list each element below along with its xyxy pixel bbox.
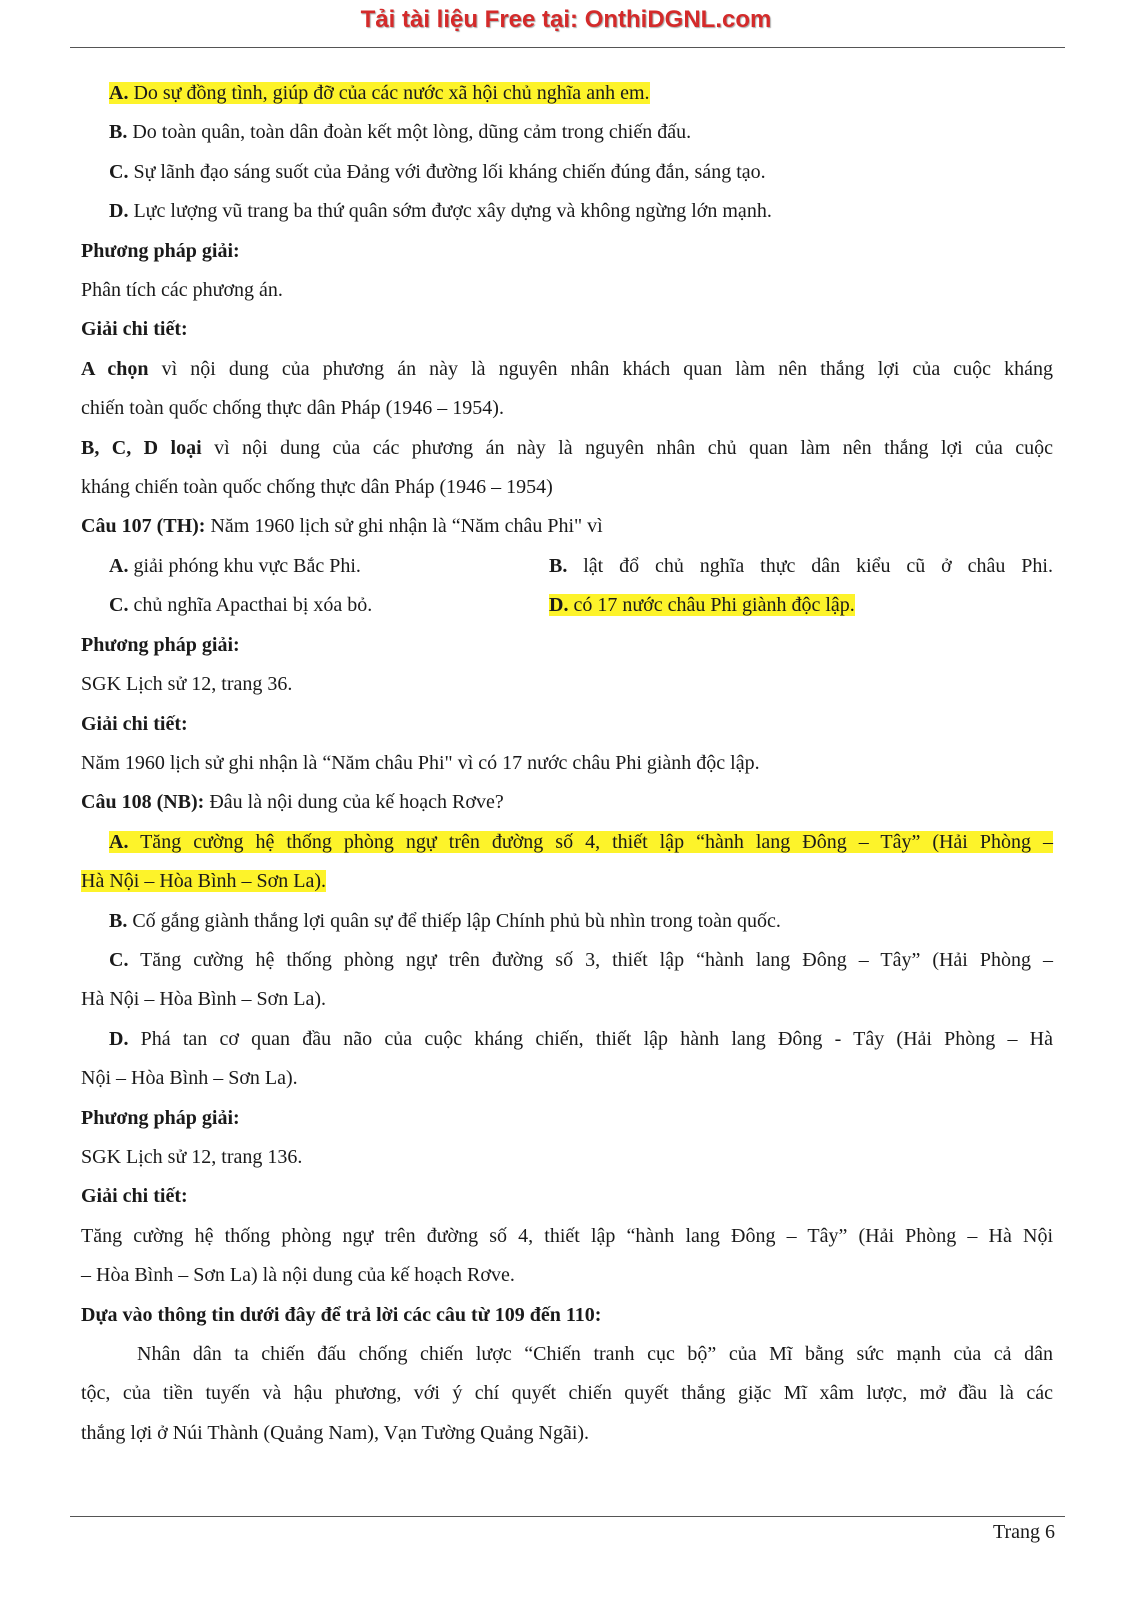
- q108-detail-line1: Tăng cường hệ thống phòng ngự trên đường số 4, thiết lập “hành lang Đông – Tây” (Hải Phòng – Hà Nội: [81, 1224, 1053, 1247]
- q108-option-a-line1: [81, 823, 1053, 862]
- q108-option-a-line2: [81, 862, 1053, 901]
- q106-detail-a-line1: A chọn vì nội dung của phương án này là nguyên nhân khách quan làm nên thắng lợi của cuộc kháng: [81, 357, 1053, 380]
- q106-option-a: [81, 74, 1053, 113]
- q107-detail-text: Năm 1960 lịch sử ghi nhận là “Năm châu Phi" vì có 17 nước châu Phi giành độc lập.: [81, 751, 760, 774]
- q106-detail-bcd-line2: kháng chiến toàn quốc chống thực dân Pháp (1946 – 1954): [81, 476, 553, 499]
- q108-option-b: B. Cố gắng giành thắng lợi quân sự để thiếp lập Chính phủ bù nhìn trong toàn quốc.: [109, 909, 781, 932]
- q107-options-row1: [81, 547, 1053, 586]
- highlighted-answer: A. Do sự đồng tình, giúp đỡ của các nước xã hội chủ nghĩa anh em.: [109, 82, 650, 104]
- page-number: Trang 6: [992, 1521, 1055, 1543]
- q107-method-title: Phương pháp giải:: [81, 633, 240, 656]
- q107-method-text: SGK Lịch sử 12, trang 36.: [81, 673, 293, 696]
- passage-line2: tộc, của tiền tuyến và hậu phương, với ý chí quyết chiến quyết thắng giặc Mĩ xâm lược, mở đầu là các: [81, 1382, 1053, 1405]
- highlighted-answer: D. có 17 nước châu Phi giành độc lập.: [549, 594, 855, 617]
- page-content: [81, 74, 1053, 1453]
- q106-detail-bcd-line1: B, C, D loại vì nội dung của các phương án này là nguyên nhân chủ quan làm nên thắng lợi của cuộc: [81, 436, 1054, 459]
- q108-title: Câu 108 (NB): Đâu là nội dung của kế hoạch Rơve?: [81, 791, 504, 814]
- q107-option-b: B. lật đổ chủ nghĩa thực dân kiểu cũ ở châu Phi.: [549, 554, 1053, 577]
- q107-title: Câu 107 (TH): Năm 1960 lịch sử ghi nhận là “Năm châu Phi" vì: [81, 515, 603, 538]
- q108-option-c-line1: C. Tăng cường hệ thống phòng ngự trên đường số 3, thiết lập “hành lang Đông – Tây” (Hải Phòng –: [109, 948, 1053, 971]
- highlighted-answer: A. Tăng cường hệ thống phòng ngự trên đường số 4, thiết lập “hành lang Đông – Tây” (Hải Phòng –: [109, 830, 1053, 853]
- passage-line3: thắng lợi ở Núi Thành (Quảng Nam), Vạn Tường Quảng Ngãi).: [81, 1421, 590, 1444]
- q106-detail-a-line2: chiến toàn quốc chống thực dân Pháp (1946 – 1954).: [81, 397, 504, 420]
- footer-divider: [70, 1516, 1065, 1517]
- q107-option-c: C. chủ nghĩa Apacthai bị xóa bỏ.: [109, 594, 373, 617]
- q107-detail-title: Giải chi tiết:: [81, 712, 188, 735]
- q108-method-text: SGK Lịch sử 12, trang 136.: [81, 1145, 303, 1168]
- q106-method-title: Phương pháp giải:: [81, 239, 240, 262]
- q108-option-c-line2: Hà Nội – Hòa Bình – Sơn La).: [81, 988, 326, 1011]
- passage-title: Dựa vào thông tin dưới đây để trả lời các câu từ 109 đến 110:: [81, 1303, 602, 1326]
- q106-method-text: Phân tích các phương án.: [81, 279, 283, 302]
- header-divider: [70, 47, 1065, 48]
- q106-option-c: C. Sự lãnh đạo sáng suốt của Đảng với đường lối kháng chiến đúng đắn, sáng tạo.: [109, 160, 766, 183]
- q108-method-title: Phương pháp giải:: [81, 1106, 240, 1129]
- q107-options-row2: [81, 586, 1053, 625]
- q108-detail-title: Giải chi tiết:: [81, 1185, 188, 1208]
- site-link[interactable]: Tải tài liệu Free tại: OnthiDGNL.com: [360, 6, 772, 33]
- highlighted-answer: Hà Nội – Hòa Bình – Sơn La).: [81, 870, 326, 893]
- q108-detail-line2: – Hòa Bình – Sơn La) là nội dung của kế hoạch Rơve.: [81, 1264, 515, 1287]
- q108-option-d-line2: Nội – Hòa Bình – Sơn La).: [81, 1067, 298, 1090]
- q108-option-d-line1: D. Phá tan cơ quan đầu não của cuộc kháng chiến, thiết lập hành lang Đông - Tây (Hải Phòng – Hà: [109, 1027, 1053, 1050]
- q106-option-b: B. Do toàn quân, toàn dân đoàn kết một lòng, dũng cảm trong chiến đấu.: [109, 121, 692, 144]
- q107-option-d: [549, 586, 1053, 625]
- q106-option-d: D. Lực lượng vũ trang ba thứ quân sớm được xây dựng và không ngừng lớn mạnh.: [109, 200, 772, 223]
- passage-line1: Nhân dân ta chiến đấu chống chiến lược “Chiến tranh cục bộ” của Mĩ bằng sức mạnh của cả dân: [137, 1343, 1053, 1365]
- q107-option-a: A. giải phóng khu vực Bắc Phi.: [109, 554, 361, 577]
- q106-detail-title: Giải chi tiết:: [81, 318, 188, 341]
